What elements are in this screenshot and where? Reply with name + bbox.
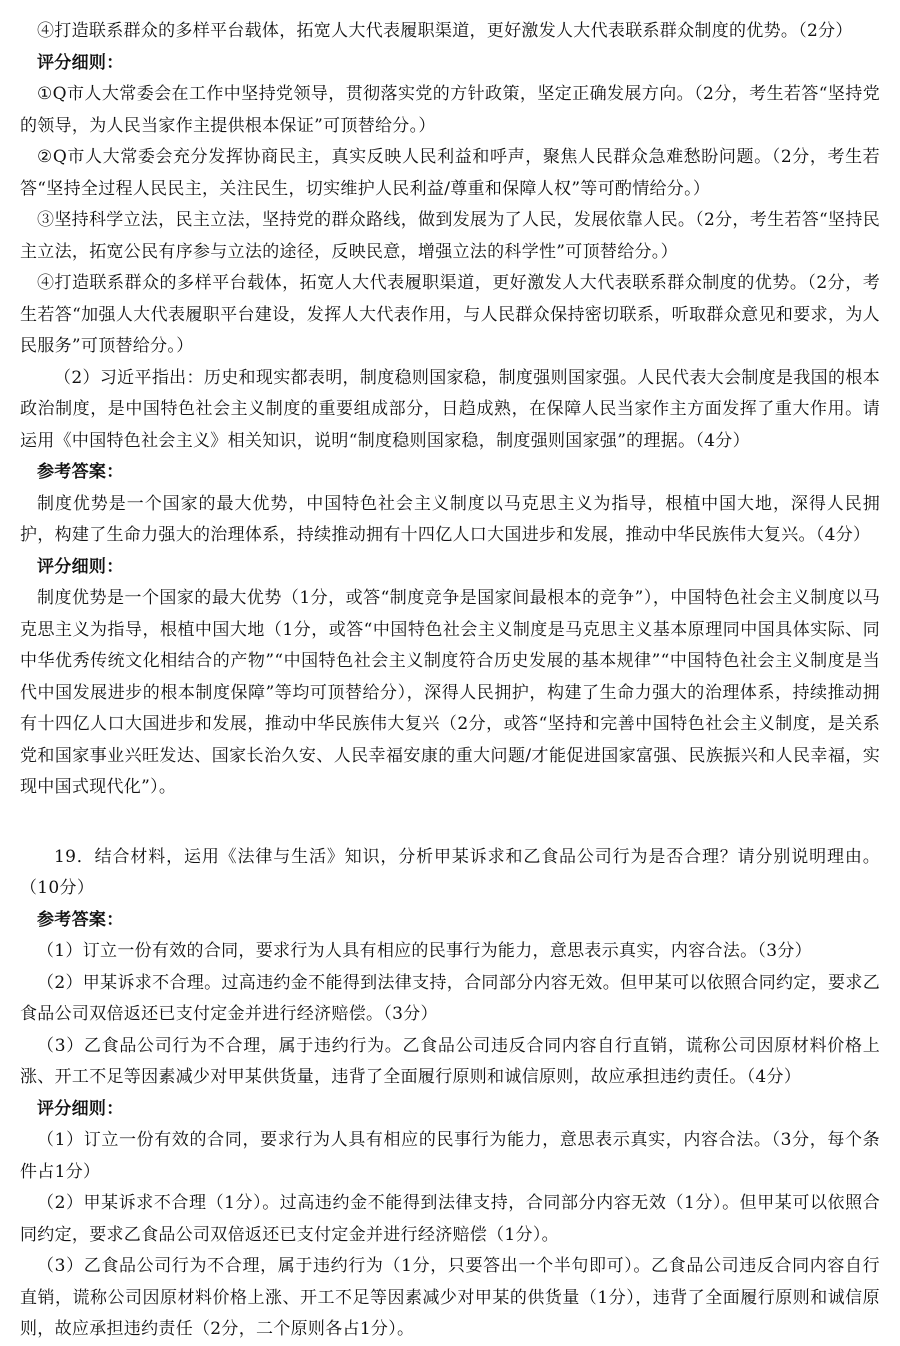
question-paragraph: 19．结合材料，运用《法律与生活》知识，分析甲某诉求和乙食品公司行为是否合理？请分别说明理由。（10分） [20, 846, 880, 898]
scoring-paragraph: ②Q市人大常委会充分发挥协商民主，真实反映人民利益和呼声，聚焦人民群众急难愁盼问题。（2分，考生若答“坚持全过程人民民主，关注民生，切实维护人民利益/尊重和保障人权”等可酌情给分。） [20, 147, 880, 199]
section-heading: 评分细则： [37, 556, 124, 577]
answer-paragraph: 制度优势是一个国家的最大优势，中国特色社会主义制度以马克思主义为指导，根植中国大地，深得人民拥护，构建了生命力强大的治理体系，持续推动拥有十四亿人口大国进步和发展，推动中华民族伟大复兴。（4分） [20, 493, 880, 545]
scoring-paragraph: ①Q市人大常委会在工作中坚持党领导，贯彻落实党的方针政策，坚定正确发展方向。（2分，考生若答“坚持党的领导，为人民当家作主提供根本保证”可顶替给分。） [20, 84, 880, 136]
section-heading: 评分细则： [37, 1098, 124, 1119]
scoring-paragraph: （3）乙食品公司行为不合理，属于违约行为（1分，只要答出一个半句即可）。乙食品公司违反合同内容自行直销，谎称公司因原材料价格上涨、开工不足等因素减少对甲某的供货量（1分），违背了全面履行原则和诚信原则，故应承担违约责任（2分，二个原则各占1分）。 [20, 1256, 880, 1339]
section-heading: 评分细则： [37, 52, 124, 73]
scoring-paragraph: （1）订立一份有效的合同，要求行为人具有相应的民事行为能力，意思表示真实，内容合法。（3分，每个条件占1分） [20, 1130, 880, 1182]
scoring-paragraph: （2）甲某诉求不合理（1分）。过高违约金不能得到法律支持，合同部分内容无效（1分）。但甲某可以依照合同约定，要求乙食品公司双倍返还已支付定金并进行经济赔偿（1分）。 [20, 1193, 880, 1245]
question-paragraph: （2）习近平指出：历史和现实都表明，制度稳则国家稳，制度强则国家强。人民代表大会制度是我国的根本政治制度，是中国特色社会主义制度的重要组成部分，日趋成熟，在保障人民当家作主方面发挥了重大作用。请运用《中国特色社会主义》相关知识，说明“制度稳则国家稳，制度强则国家强”的理据。（4分） [20, 367, 880, 451]
answer-paragraph: （2）甲某诉求不合理。过高违约金不能得到法律支持，合同部分内容无效。但甲某可以依照合同约定，要求乙食品公司双倍返还已支付定金并进行经济赔偿。（3分） [20, 972, 880, 1024]
scoring-paragraph: ④打造联系群众的多样平台载体，拓宽人大代表履职渠道，更好激发人大代表联系群众制度的优势。（2分，考生若答“加强人大代表履职平台建设，发挥人大代表作用，与人民群众保持密切联系，听取群众意见和要求，为人民服务”可顶替给分。） [20, 273, 880, 356]
section-gap [20, 804, 880, 842]
answer-paragraph: （1）订立一份有效的合同，要求行为人具有相应的民事行为能力，意思表示真实，内容合法。（3分） [37, 941, 812, 961]
section-heading: 参考答案： [37, 462, 124, 482]
section-heading: 参考答案： [37, 909, 124, 930]
scoring-paragraph: 制度优势是一个国家的最大优势（1分，或答“制度竞争是国家间最根本的竞争”），中国特色社会主义制度以马克思主义为指导，根植中国大地（1分，或答“中国特色社会主义制度是马克思主义基本原理同中国具体实际、同中华优秀传统文化相结合的产物”“中国特色社会主义制度符合历史发展的基本规律”“中国特色社会主义制度是当代中国发展进步的根本制度保障”等均可顶替给分），深得人民拥护，构建了生命力强大的治理体系，持续推动拥有十四亿人口大国进步和发展，推动中华民族伟大复兴（2分，或答“坚持和完善中国特色社会主义制度，是关系党和国家事业兴旺发达、国家长治久安、人民幸福安康的重大问题/才能促进国家富强、民族振兴和人民幸福，实现中国式现代化”）。 [20, 588, 880, 797]
answer-paragraph: （3）乙食品公司行为不合理，属于违约行为。乙食品公司违反合同内容自行直销，谎称公司因原材料价格上涨、开工不足等因素减少对甲某供货量，违背了全面履行原则和诚信原则，故应承担违约责任。（4分） [20, 1035, 880, 1087]
scoring-paragraph: ③坚持科学立法，民主立法，坚持党的群众路线，做到发展为了人民，发展依靠人民。（2分，考生若答“坚持民主立法，拓宽公民有序参与立法的途径，反映民意，增强立法的科学性”可顶替给分。） [20, 210, 880, 262]
answer-paragraph: ④打造联系群众的多样平台载体，拓宽人大代表履职渠道，更好激发人大代表联系群众制度的优势。（2分） [37, 21, 853, 41]
